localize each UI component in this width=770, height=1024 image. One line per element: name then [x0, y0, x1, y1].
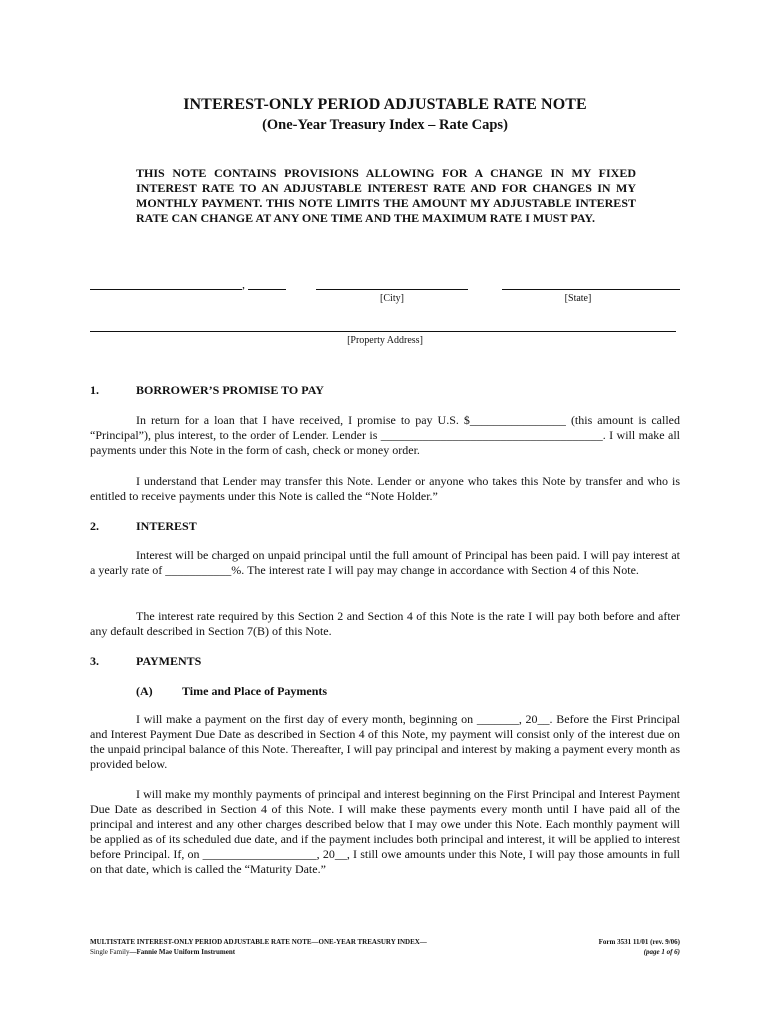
section-number: 2. [90, 519, 99, 533]
city-line[interactable] [316, 289, 468, 290]
year-line[interactable] [248, 289, 286, 290]
footer-line-2: Single Family—Fannie Mae Uniform Instrument [90, 948, 236, 956]
page-number: (page 1 of 6) [643, 948, 680, 956]
subsection-label: (A) [136, 684, 153, 698]
section-title: BORROWER’S PROMISE TO PAY [136, 383, 324, 397]
footer-line-1: MULTISTATE INTEREST-ONLY PERIOD ADJUSTABLE RATE NOTE—ONE-YEAR TREASURY INDEX— [90, 938, 427, 946]
section-1-paragraph-1: In return for a loan that I have received, I promise to pay U.S. $________________ (this amount is called “Principal”), plus interest, to the order of Lender. Lender is _____________________________________. I will make all payments under this Note in the form of cash, check or money order. [90, 413, 680, 457]
subsection-title: Time and Place of Payments [182, 684, 328, 698]
document-subtitle: (One-Year Treasury Index – Rate Caps) [262, 117, 508, 133]
footer-instrument [90, 937, 427, 957]
form-number: Form 3531 11/01 (rev. 9/06) [598, 938, 680, 946]
section-2-paragraph-2: The interest rate required by this Section 2 and Section 4 of this Note is the rate I will pay both before and after any default described in Section 7(B) of this Note. [90, 609, 680, 638]
section-title: INTEREST [136, 519, 197, 533]
section-3-paragraph-1: I will make a payment on the first day of every month, beginning on _______, 20__. Before the First Principal and Interest Payment Due Date as described in Section 4 of this Note, my payment will consist only of the interest due on the unpaid principal balance of this Note. Thereafter, I will pay principal and interest by making a payment every month as provided below. [90, 712, 680, 771]
date-line[interactable] [90, 289, 242, 290]
date-comma: , [242, 277, 245, 291]
footer-form-info [560, 937, 680, 957]
notice-paragraph: THIS NOTE CONTAINS PROVISIONS ALLOWING FOR A CHANGE IN MY FIXED INTEREST RATE TO AN ADJUSTABLE INTEREST RATE AND FOR CHANGES IN MY MONTHLY PAYMENT. THIS NOTE LIMITS THE AMOUNT MY ADJUSTABLE INTEREST RATE CAN CHANGE AT ANY ONE TIME AND THE MAXIMUM RATE I MUST PAY. [136, 166, 636, 225]
city-caption: [City] [380, 293, 404, 304]
property-address-line[interactable] [90, 331, 676, 332]
section-title: PAYMENTS [136, 654, 202, 668]
state-line[interactable] [502, 289, 680, 290]
section-number: 1. [90, 383, 99, 397]
property-address-caption: [Property Address] [347, 335, 423, 346]
state-caption: [State] [564, 293, 592, 304]
section-number: 3. [90, 654, 99, 668]
section-3-paragraph-2: I will make my monthly payments of principal and interest beginning on the First Principal and Interest Payment Due Date as described in Section 4 of this Note. I will make these payments every month until I have paid all of the principal and interest and any other charges described below that I may owe under this Note. Each monthly payment will be applied as of its scheduled due date, and if the payment includes both principal and interest, it will be applied to interest before Principal. If, on ___________________, 20__, I still owe amounts under this Note, I will pay those amounts in full on that date, which is called the “Maturity Date.” [90, 787, 680, 876]
document-title: INTEREST-ONLY PERIOD ADJUSTABLE RATE NOTE [183, 96, 587, 113]
section-2-paragraph-1: Interest will be charged on unpaid principal until the full amount of Principal has been paid. I will pay interest at a yearly rate of ___________%. The interest rate I will pay may change in accordance with Section 4 of this Note. [90, 548, 680, 577]
section-1-paragraph-2: I understand that Lender may transfer this Note. Lender or anyone who takes this Note by transfer and who is entitled to receive payments under this Note is called the “Note Holder.” [90, 474, 680, 503]
